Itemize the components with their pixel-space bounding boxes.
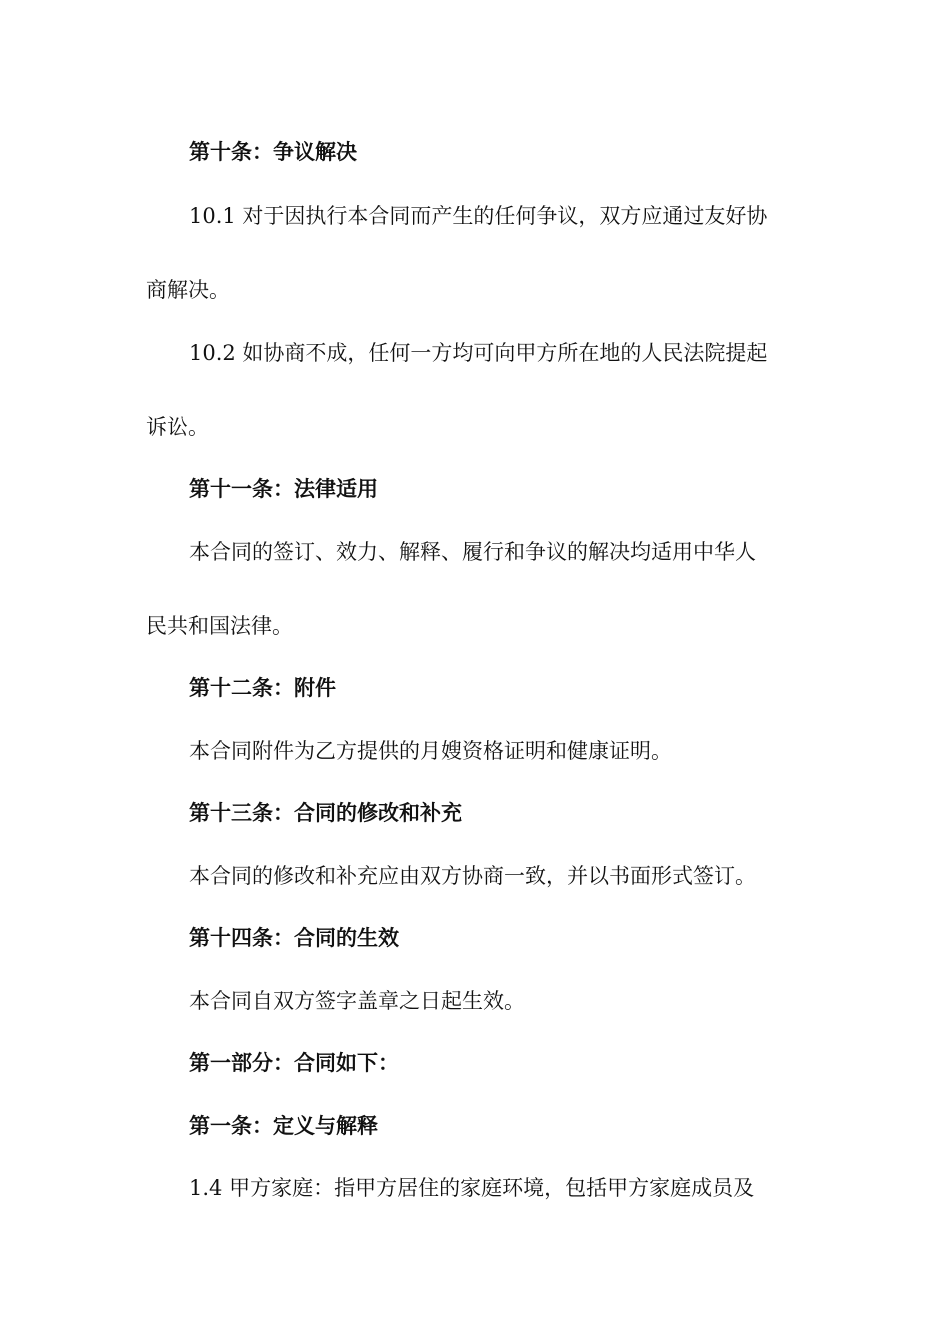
article-13-paragraph: 本合同的修改和补充应由双方协商一致，并以书面形式签订。	[189, 864, 756, 888]
article-1-heading: 第一条：定义与解释	[189, 1114, 378, 1138]
article-10-2-line-1: 10.2 如协商不成，任何一方均可向甲方所在地的人民法院提起	[189, 341, 768, 365]
article-11-heading: 第十一条：法律适用	[189, 477, 378, 501]
article-14-heading: 第十四条：合同的生效	[189, 926, 399, 950]
article-13-heading: 第十三条：合同的修改和补充	[189, 801, 462, 825]
article-12-paragraph: 本合同附件为乙方提供的月嫂资格证明和健康证明。	[189, 739, 672, 763]
article-10-heading: 第十条：争议解决	[189, 140, 357, 164]
article-11-line-1: 本合同的签订、效力、解释、履行和争议的解决均适用中华人	[189, 540, 756, 564]
article-10-1-line-1: 10.1 对于因执行本合同而产生的任何争议，双方应通过友好协	[189, 204, 768, 228]
article-10-1-line-2: 商解决。	[146, 278, 230, 302]
article-14-paragraph: 本合同自双方签字盖章之日起生效。	[189, 989, 525, 1013]
article-11-line-2: 民共和国法律。	[146, 614, 293, 638]
article-12-heading: 第十二条：附件	[189, 676, 336, 700]
article-10-2-line-2: 诉讼。	[146, 415, 209, 439]
article-1-4-line-1: 1.4 甲方家庭：指甲方居住的家庭环境，包括甲方家庭成员及	[189, 1176, 755, 1200]
part-1-heading: 第一部分：合同如下：	[189, 1051, 399, 1075]
